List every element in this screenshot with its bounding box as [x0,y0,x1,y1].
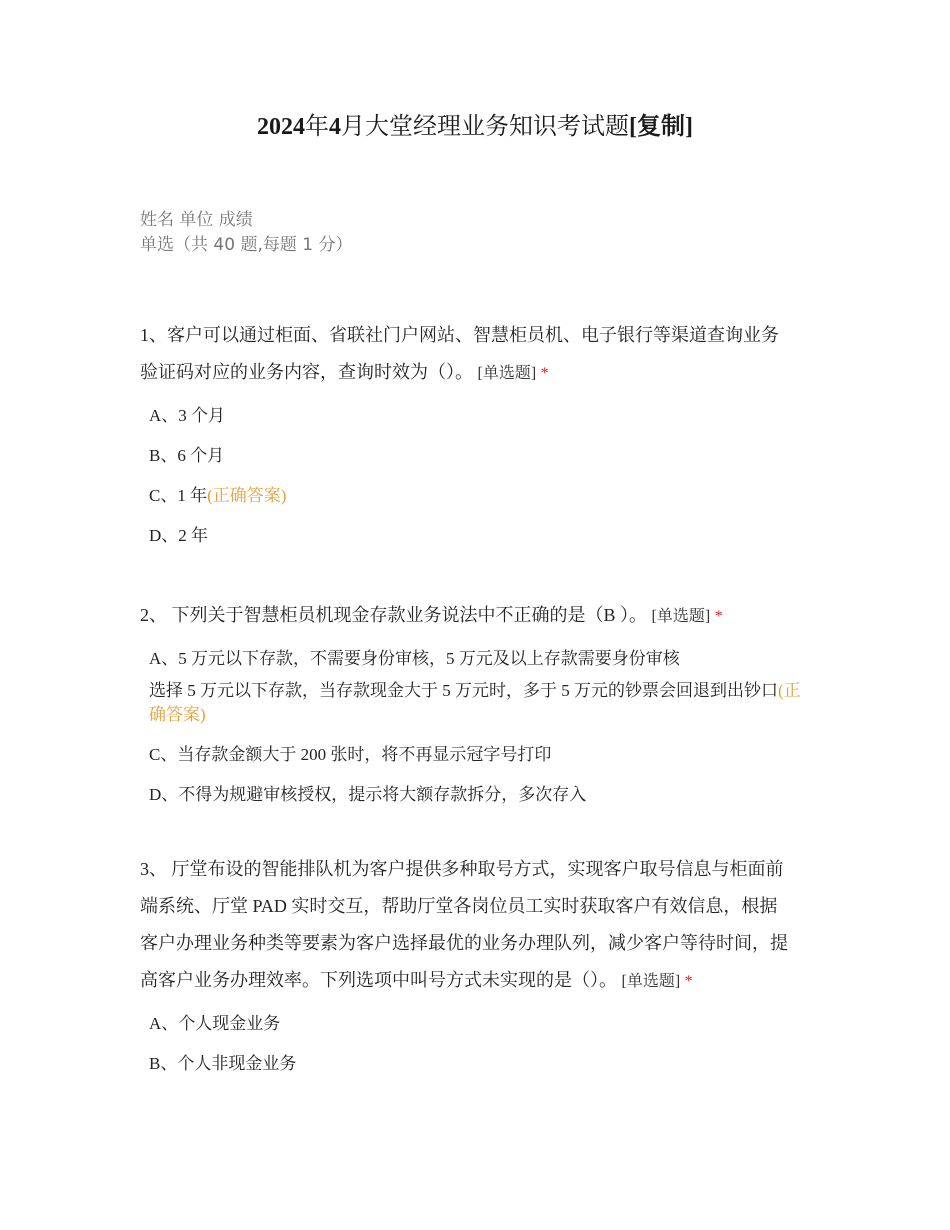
option-item[interactable] [149,743,820,767]
option-label: B、个人非现金业务 [149,1054,297,1073]
option-label: A、5 万元以下存款，不需要身份审核，5 万元及以上存款需要身份审核 [149,649,680,668]
required-mark: * [684,973,693,990]
option-item[interactable] [149,647,820,671]
option-item[interactable] [149,444,820,468]
title-year: 2024 [257,114,305,140]
question-1-options [140,404,820,548]
question-2-options [140,647,820,807]
title-month: 4 [329,114,341,140]
question-2-line1: 2、 下列关于智慧柜员机现金存款业务说法中不正确的是（B ）。 [140,605,648,625]
question-3 [140,851,820,1092]
option-item[interactable] [149,783,820,807]
option-label: A、个人现金业务 [149,1014,281,1033]
question-3-type-tag: [单选题] [621,973,681,990]
question-1-line2: 验证码对应的业务内容，查询时效为（）。 [140,362,473,382]
question-2-text [140,597,820,635]
required-mark: * [540,365,549,382]
option-label: 选择 5 万元以下存款，当存款现金大于 5 万元时，多于 5 万元的钞票会回退到出钞口 [149,681,778,700]
question-2 [140,597,820,823]
question-1-text [140,317,820,392]
question-1-line1: 1、客户可以通过柜面、省联社门户网站、智慧柜员机、电子银行等渠道查询业务 [140,325,779,345]
question-3-line2: 端系统、厅堂 PAD 实时交互，帮助厅堂各岗位员工实时获取客户有效信息，根据 [140,896,778,916]
title-part1: 年 [305,114,329,140]
option-item[interactable] [149,524,820,548]
question-1 [140,317,820,564]
option-item-correct[interactable] [149,679,809,727]
option-item[interactable] [149,404,820,428]
question-3-line1: 3、 厅堂布设的智能排队机为客户提供多种取号方式，实现客户取号信息与柜面前 [140,859,784,879]
question-3-line3: 客户办理业务种类等要素为客户选择最优的业务办理队列，减少客户等待时间，提 [140,933,788,953]
title-part2: 月大堂经理业务知识考试题 [341,114,629,140]
option-label: D、不得为规避审核授权，提示将大额存款拆分，多次存入 [149,785,587,804]
question-3-options [140,1012,820,1076]
option-label: B、6 个月 [149,446,225,465]
question-2-type-tag: [单选题] [651,608,711,625]
meta-section: 单选（共 40 题,每题 1 分） [140,235,353,255]
required-mark: * [714,608,723,625]
correct-answer-label: (正确答案) [149,681,801,724]
question-3-text [140,851,820,1000]
option-label: C、1 年 [149,486,208,505]
meta-fields: 姓名 单位 成绩 [140,210,253,230]
option-label: D、2 年 [149,526,209,545]
option-label: C、当存款金额大于 200 张时，将不再显示冠字号打印 [149,745,552,764]
question-1-type-tag: [单选题] [477,365,537,382]
title-suffix: [复制] [629,114,693,140]
correct-answer-label: (正确答案) [207,486,287,505]
survey-meta [140,208,352,258]
option-item[interactable] [149,1052,820,1076]
option-item[interactable] [149,1012,820,1036]
question-3-line4: 高客户业务办理效率。下列选项中叫号方式未实现的是（）。 [140,970,617,990]
option-label: A、3 个月 [149,406,226,425]
option-item-correct[interactable] [149,484,820,508]
page-title [0,110,950,144]
